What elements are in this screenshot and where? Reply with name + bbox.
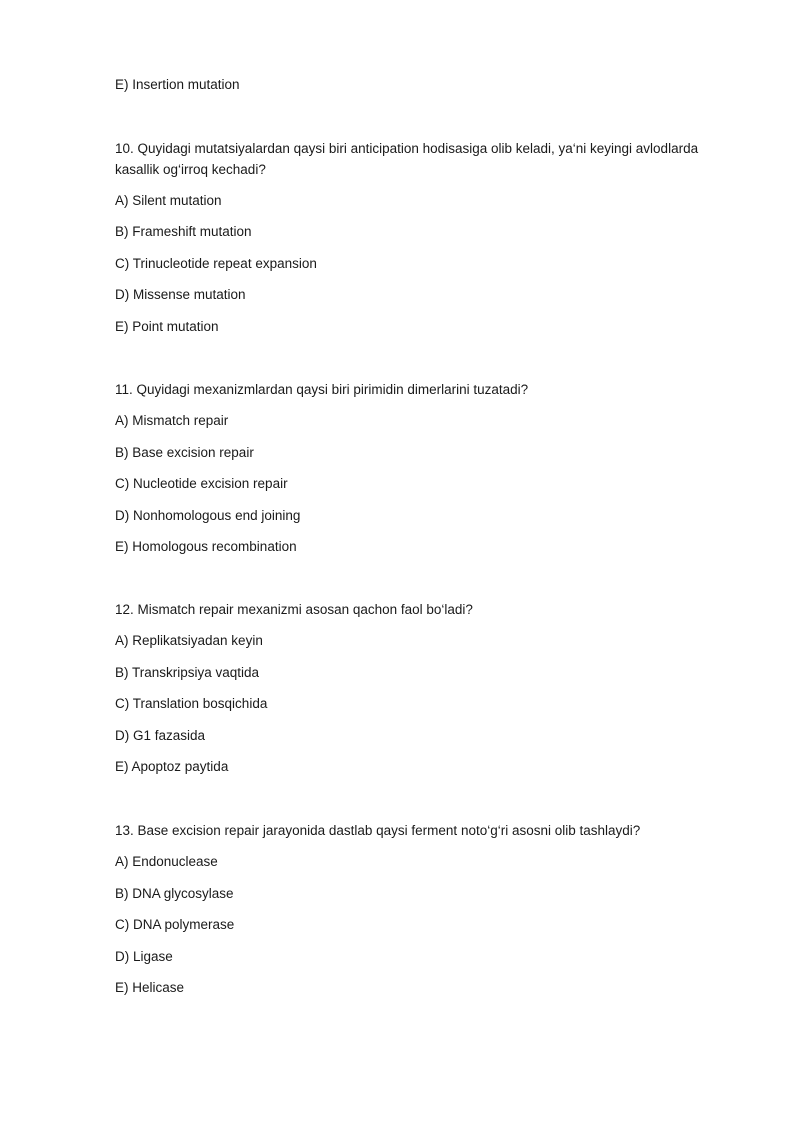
option-text: A) Replikatsiyadan keyin	[115, 633, 263, 648]
question-11-text: 11. Quyidagi mexanizmlardan qaysi biri pirimidin dimerlarini tuzatadi?	[115, 382, 529, 397]
option-text: E) Apoptoz paytida	[115, 759, 229, 774]
option-text: A) Mismatch repair	[115, 413, 229, 428]
option-text: B) Frameshift mutation	[115, 224, 252, 239]
option-text: E) Point mutation	[115, 319, 219, 334]
option-text: E) Homologous recombination	[115, 539, 297, 554]
option-text: C) Nucleotide excision repair	[115, 476, 288, 491]
option-text: D) G1 fazasida	[115, 728, 206, 743]
option-text: E) Insertion mutation	[115, 77, 240, 92]
question-13-text: 13. Base excision repair jarayonida dastlab qaysi ferment noto‘g‘ri asosni olib tashlaydi?	[115, 823, 641, 838]
option-text: A) Endonuclease	[115, 854, 218, 869]
option-text: C) Trinucleotide repeat expansion	[115, 256, 317, 271]
option-text: E) Helicase	[115, 980, 185, 995]
option-text: D) Ligase	[115, 949, 173, 964]
option-text: A) Silent mutation	[115, 193, 222, 208]
option-text: D) Missense mutation	[115, 287, 246, 302]
option-text: C) Translation bosqichida	[115, 696, 268, 711]
option-text: C) DNA polymerase	[115, 917, 235, 932]
option-text: B) Transkripsiya vaqtida	[115, 665, 260, 680]
option-text: D) Nonhomologous end joining	[115, 508, 301, 523]
option-text: B) Base excision repair	[115, 445, 254, 460]
question-12-text: 12. Mismatch repair mexanizmi asosan qachon faol bo‘ladi?	[115, 602, 473, 617]
option-text: B) DNA glycosylase	[115, 886, 234, 901]
question-10-text: 10. Quyidagi mutatsiyalardan qaysi biri anticipation hodisasiga olib keladi, ya‘ni keyingi avlodlarda kasallik og‘irroq kechadi?	[115, 141, 699, 177]
